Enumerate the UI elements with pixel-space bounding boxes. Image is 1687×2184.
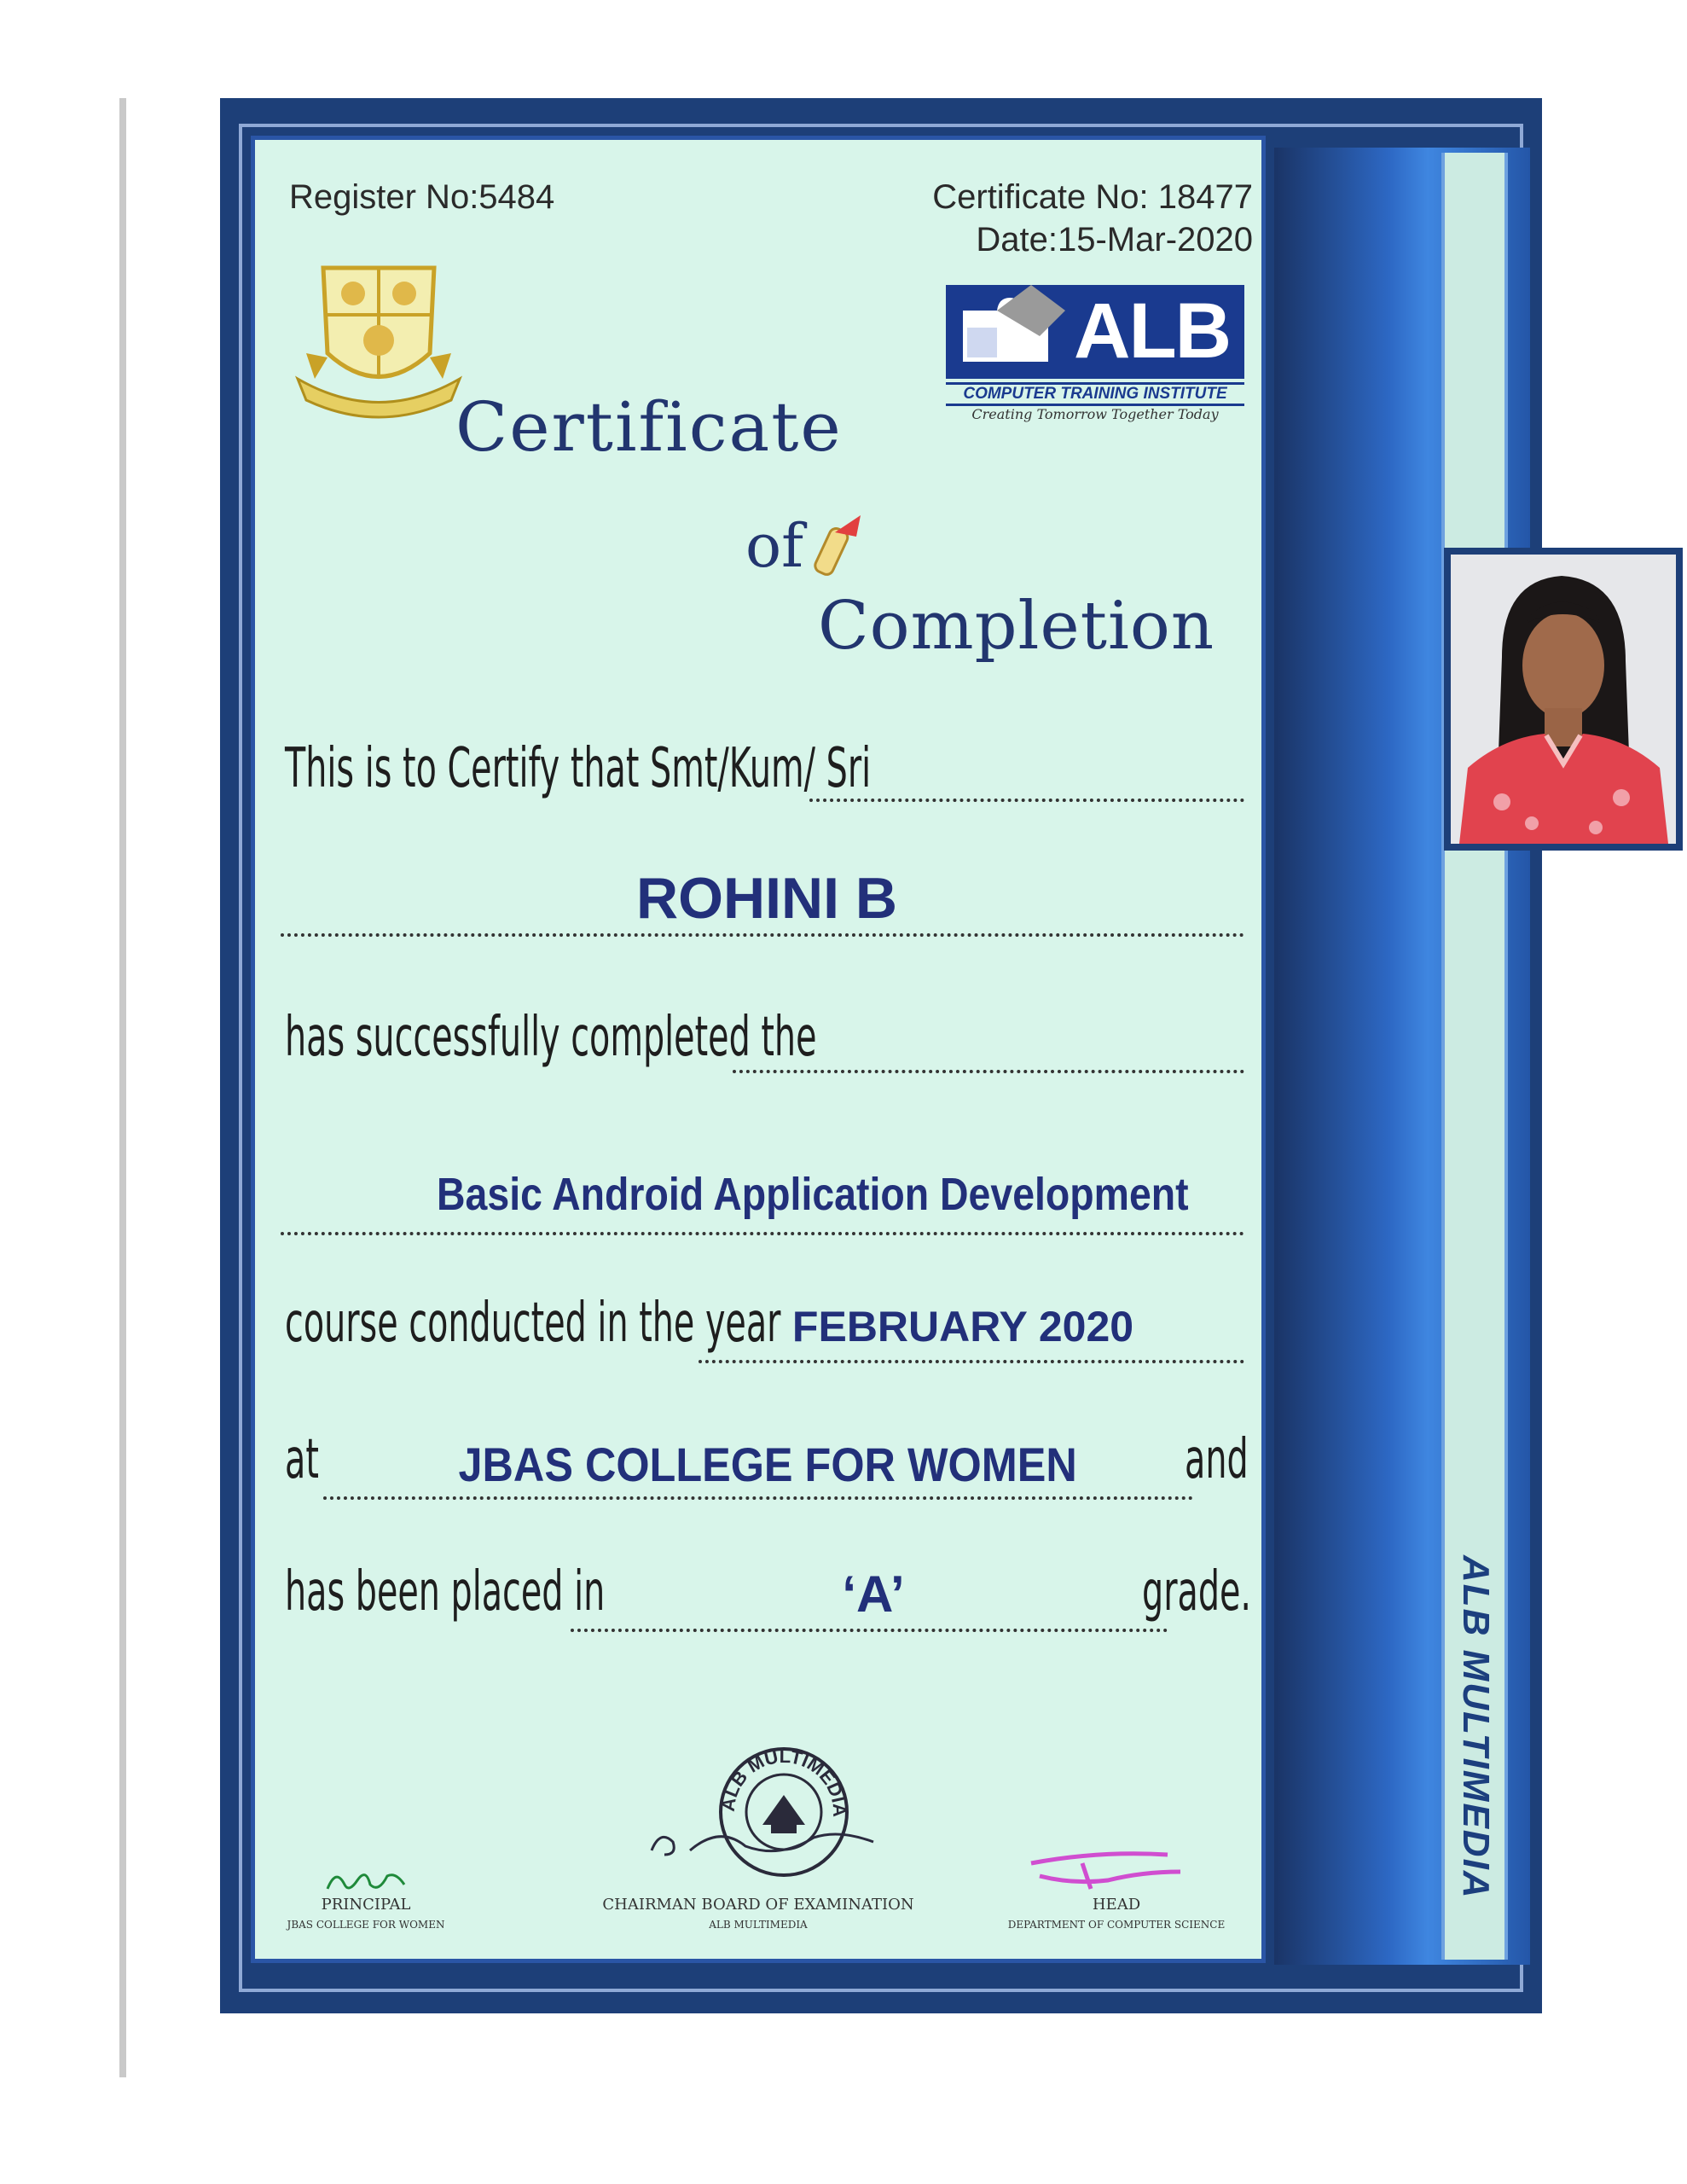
- completed-dots: [733, 1070, 1244, 1073]
- year-text: course conducted in the year: [285, 1292, 781, 1355]
- certificate-date: Date:15-Mar-2020: [976, 221, 1253, 258]
- grade: ‘A’: [842, 1565, 905, 1623]
- alb-logo: [946, 276, 1244, 421]
- chairman-label: CHAIRMAN BOARD OF EXAMINATION: [602, 1896, 914, 1914]
- alb-tagline: COMPUTER TRAINING INSTITUTE: [946, 382, 1244, 406]
- principal-org: JBAS COLLEGE FOR WOMEN: [287, 1919, 445, 1931]
- grade-dots: [571, 1629, 1168, 1632]
- recipient-photo: [1451, 555, 1676, 844]
- course-name: Basic Android Application Development: [437, 1169, 1189, 1220]
- principal-label: PRINCIPAL: [321, 1896, 411, 1914]
- certificate-number: Certificate No: 18477: [932, 178, 1253, 216]
- title-completion: Completion: [818, 588, 1215, 665]
- alb-slogan: Creating Tomorrow Together Today: [971, 406, 1219, 422]
- scan-edge: [119, 98, 126, 2077]
- certify-dots: [809, 799, 1244, 802]
- register-number: Register No:5484: [289, 178, 555, 216]
- year-dots: [699, 1360, 1244, 1363]
- grade-text: grade.: [1142, 1560, 1252, 1623]
- name-dots: [281, 933, 1244, 937]
- recipient-name: ROHINI B: [636, 866, 897, 931]
- principal-signature: [319, 1863, 413, 1897]
- placed-text: has been placed in: [285, 1560, 606, 1623]
- side-band-text: ALB MULTIMEDIA: [1455, 1555, 1497, 1900]
- head-label: HEAD: [1092, 1896, 1141, 1914]
- college-dots: [323, 1496, 1193, 1500]
- college-emblem-icon: [289, 251, 468, 421]
- puzzle-icon: [946, 276, 1074, 379]
- course-dots: [281, 1232, 1244, 1235]
- and-text: and: [1185, 1428, 1249, 1491]
- completed-text: has successfully completed the: [285, 1006, 817, 1069]
- chairman-signature: [643, 1816, 882, 1867]
- chairman-org: ALB MULTIMEDIA: [709, 1919, 808, 1931]
- alb-brand-text: ALB: [1074, 288, 1231, 375]
- certificate: [220, 98, 1542, 2013]
- seal-text: ALB MULTIMEDIA: [716, 1745, 851, 1818]
- scroll-icon: [809, 507, 869, 584]
- recipient-photo-frame: [1444, 548, 1683, 851]
- certificate-panel: [251, 136, 1266, 1963]
- title-of: of: [745, 511, 804, 581]
- at-text: at: [285, 1428, 319, 1491]
- title-certificate: Certificate: [455, 387, 843, 467]
- course-year: FEBRUARY 2020: [791, 1303, 1134, 1350]
- college-name: JBAS COLLEGE FOR WOMEN: [458, 1438, 1077, 1491]
- head-signature: [1023, 1846, 1193, 1893]
- head-org: DEPARTMENT OF COMPUTER SCIENCE: [1007, 1919, 1226, 1931]
- certify-text: This is to Certify that Smt/Kum/ Sri: [285, 737, 872, 800]
